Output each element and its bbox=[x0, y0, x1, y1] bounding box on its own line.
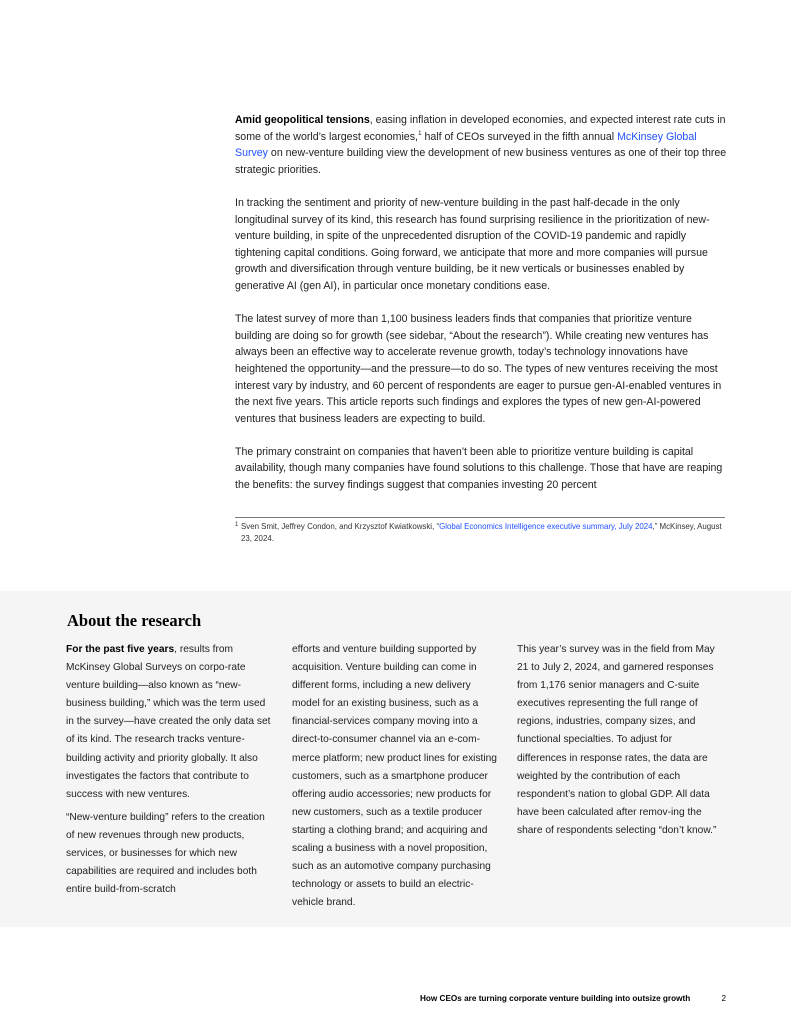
footnote: 1 Sven Smit, Jeffrey Condon, and Krzysztof Kwiatkowski, “Global Economics Intelligence executive summary, July 2024,” McKinsey, August 23, 2024. bbox=[235, 521, 725, 546]
page-number: 2 bbox=[721, 994, 726, 1003]
footnote-source-link[interactable]: Global Economics Intelligence executive summary, July 2024 bbox=[439, 522, 653, 531]
lead-phrase: Amid geopolitical tensions bbox=[235, 114, 370, 126]
sidebar-column-1 bbox=[66, 641, 271, 904]
sidebar-column-2 bbox=[292, 641, 497, 917]
mckinsey-global-survey-link[interactable]: McKinsey Global Survey bbox=[235, 130, 697, 160]
article-body bbox=[235, 112, 727, 510]
footnote-divider bbox=[235, 517, 725, 518]
running-title: How CEOs are turning corporate venture building into outsize growth bbox=[420, 994, 691, 1003]
sidebar-paragraph: “New-venture building” refers to the creation of new revenues through new products, services, or businesses for which new capabilities are required and includes both entire build-from-scratch bbox=[66, 811, 265, 896]
sidebar-lead-phrase: For the past five years bbox=[66, 644, 175, 655]
sidebar-paragraph: For the past five years, results from McKinsey Global Surveys on corpo-rate venture building—also known as “new-business building,” which was the term used in the survey—have created the only data set of its kind. The research tracks venture-building activity and priority globally. It also investigates the factors that contribute to success with new ventures. bbox=[66, 644, 271, 800]
paragraph-4: The primary constraint on companies that haven’t been able to prioritize venture building is capital availability, though many companies have found solutions to this challenge. Those that have are reaping the benefits: the survey findings suggest that companies investing 20 percent bbox=[235, 445, 723, 492]
paragraph-2: In tracking the sentiment and priority of new-venture building in the past half-decade in the only longitudinal survey of its kind, this research has found surprising resilience in the prioritization of new-venture building, in spite of the unprecedented disruption of the COVID-19 pandemic and rapidly tightening capital conditions. Going forward, we anticipate that more and more companies will pursue growth and diversification through venture building, be it new verticals or businesses enabled by generative AI (gen AI), in particular once monetary conditions ease. bbox=[235, 196, 710, 292]
footnote-number: 1 bbox=[235, 522, 239, 528]
sidebar-paragraph: This year’s survey was in the field from May 21 to July 2, 2024, and garnered responses from 1,176 senior managers and C-suite executives representing the full range of regions, industries, company sizes, and functional specialties. To adjust for differences in response rates, the data are weighted by the contribution of each respondent’s nation to global GDP. All data have been calculated after remov-ing the share of respondents selecting “don’t know.” bbox=[517, 644, 717, 836]
sidebar-column-3 bbox=[517, 641, 722, 845]
paragraph-intro: Amid geopolitical tensions, easing inflation in developed economies, and expected interest rate cuts in some of the world’s largest economies,$^1$ half of CEOs surveyed in the fifth annual McKinsey Global Survey on new-venture building view the development of new business ventures as one of their top three strategic priorities. bbox=[235, 114, 727, 176]
page-footer bbox=[420, 994, 726, 1003]
footnote-reference[interactable]: 1 bbox=[417, 129, 422, 137]
sidebar-title: About the research bbox=[67, 611, 202, 630]
about-research-sidebar bbox=[0, 591, 791, 927]
sidebar-paragraph: efforts and venture building supported by acquisition. Venture building can come in different forms, including a new delivery model for an existing business, such as a financial-services company moving into a direct-to-consumer channel via an e-com-merce platform; new product lines for existing customers, such as a smartphone producer offering audio accessories; new products for new customers, such as a textile producer starting a clothing brand; and acquiring and scaling a business with a novel proposition, such as an automotive company purchasing technology or assets to build an electric-vehicle brand. bbox=[292, 644, 497, 909]
paragraph-3: The latest survey of more than 1,100 business leaders finds that companies that prioritize venture building are doing so for growth (see sidebar, “About the research”). While creating new ventures has always been an effective way to accelerate revenue growth, today’s technology innovations have heightened the opportunity—and the pressure—to do so. The types of new ventures receiving the most interest vary by industry, and 60 percent of respondents are eager to pursue gen-AI-enabled ventures in the next five years. This article reports such findings and explores the types of new gen-AI-powered ventures that business leaders are expecting to build. bbox=[235, 313, 722, 425]
